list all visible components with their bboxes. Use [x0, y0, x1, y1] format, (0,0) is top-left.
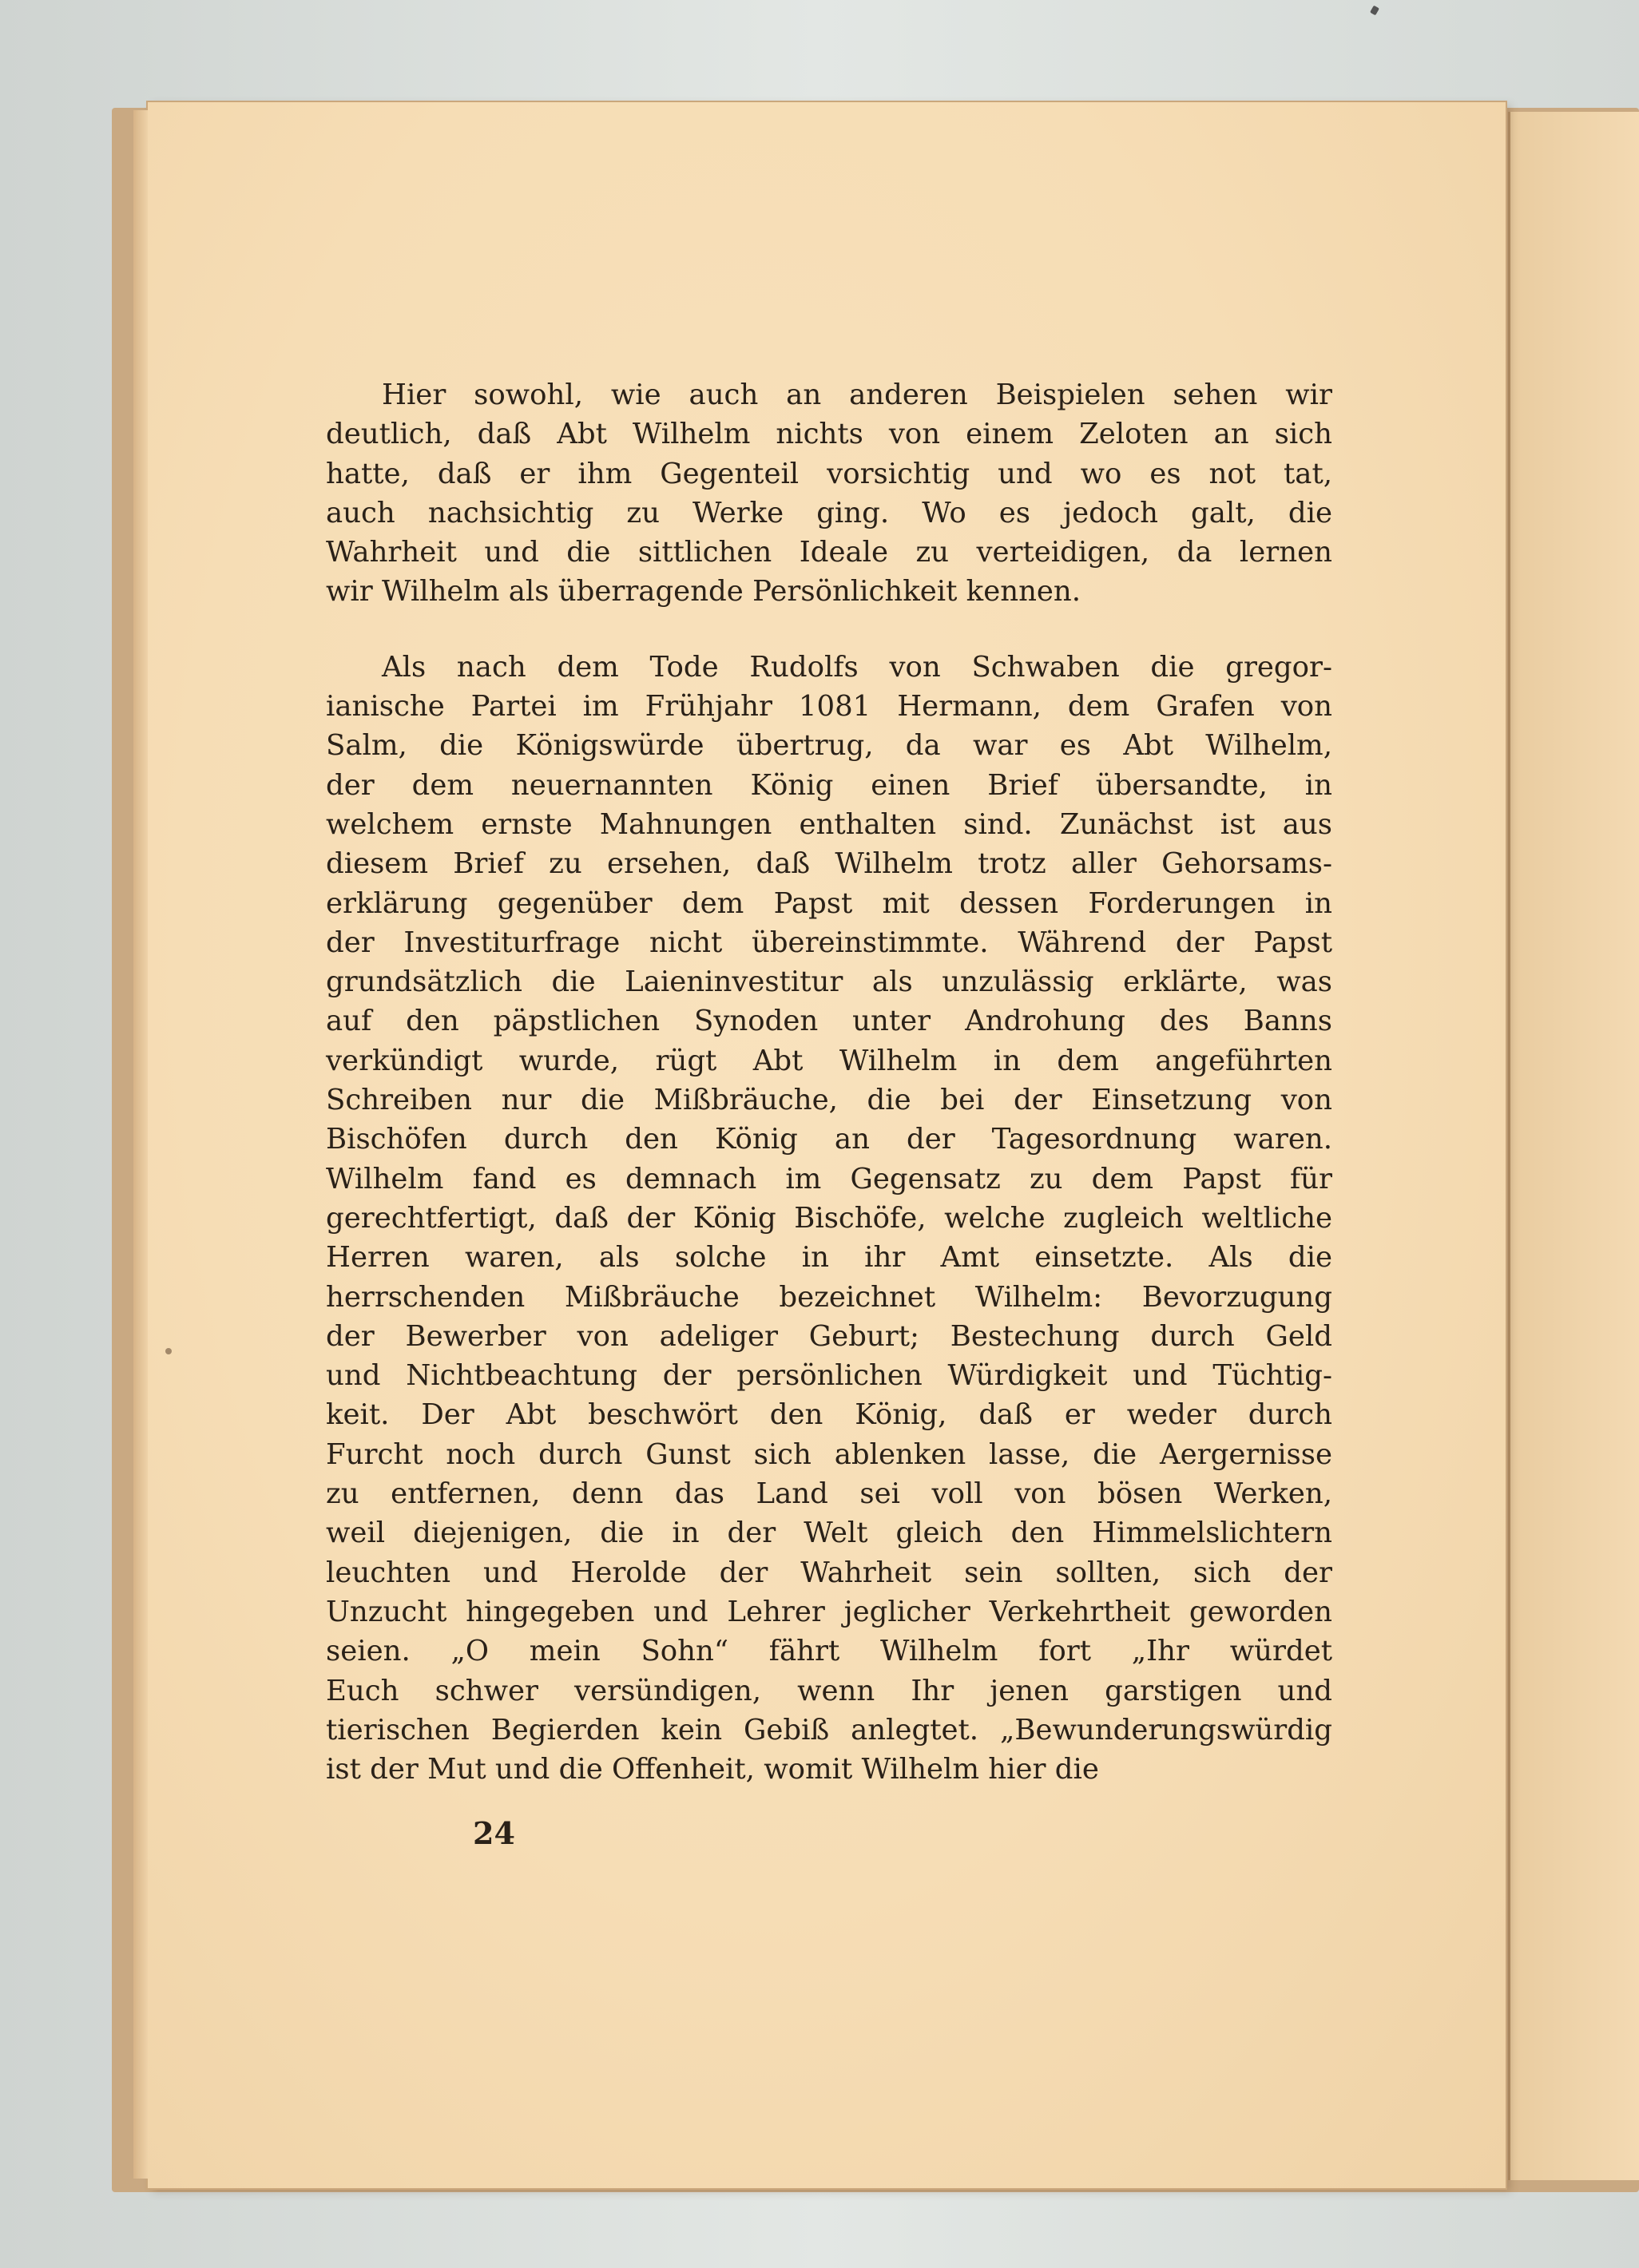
text-line: keit. Der Abt beschwört den König, daß er weder durch — [326, 1398, 1332, 1432]
text-line: der Investiturfrage nicht übereinstimmte. Während der Papst — [326, 926, 1332, 959]
body-text — [326, 375, 1332, 1789]
text-line: welchem ernste Mahnungen enthalten sind. Zunächst ist aus — [326, 807, 1332, 841]
text-line: Bischöfen durch den König an der Tagesordnung waren. — [326, 1123, 1332, 1156]
text-line: auf den päpstlichen Synoden unter Androhung des Banns — [326, 1005, 1332, 1038]
text-line: grundsätzlich die Laieninvestitur als unzulässig erklärte, was — [326, 965, 1332, 999]
text-line: Hier sowohl, wie auch an anderen Beispielen sehen wir — [382, 379, 1332, 411]
text-line: Schreiben nur die Mißbräuche, die bei der Einsetzung von — [326, 1084, 1332, 1117]
text-line: erklärung gegenüber dem Papst mit dessen Forderungen in — [326, 886, 1332, 920]
text-line: verkündigt wurde, rügt Abt Wilhelm in dem angeführten — [326, 1044, 1332, 1077]
text-line: herrschenden Mißbräuche bezeichnet Wilhelm: Bevorzugung — [326, 1280, 1332, 1314]
paragraph — [326, 375, 1332, 612]
text-line: wir Wilhelm als überragende Persönlichkeit kennen. — [326, 575, 1081, 609]
text-line: Furcht noch durch Gunst sich ablenken lasse, die Aergernisse — [326, 1437, 1332, 1471]
text-line: ist der Mut und die Offenheit, womit Wilhelm hier die — [326, 1753, 1099, 1786]
text-line: hatte, daß er ihm Gegenteil vorsichtig und wo es not tat, — [326, 457, 1332, 490]
text-line: der dem neuernannten König einen Brief übersandte, in — [326, 768, 1332, 802]
text-line: der Bewerber von adeliger Geburt; Bestechung durch Geld — [326, 1319, 1332, 1353]
text-line: Salm, die Königswürde übertrug, da war es Abt Wilhelm, — [326, 729, 1332, 763]
text-line: Unzucht hingegeben und Lehrer jeglicher Verkehrtheit geworden — [326, 1595, 1332, 1628]
text-line: gerechtfertigt, daß der König Bischöfe, welche zugleich weltliche — [326, 1201, 1332, 1235]
text-line: Als nach dem Tode Rudolfs von Schwaben die gregor- — [382, 650, 1332, 684]
facing-page-edge — [1508, 112, 1639, 2180]
text-line: leuchten und Herolde der Wahrheit sein sollten, sich der — [326, 1556, 1332, 1589]
text-line: weil diejenigen, die in der Welt gleich den Himmelslichtern — [326, 1517, 1332, 1550]
text-line: tierischen Begierden kein Gebiß anlegtet. „Bewunderungswürdig — [326, 1713, 1332, 1747]
text-line: zu entfernen, denn das Land sei voll von bösen Werken, — [326, 1477, 1332, 1511]
text-line: Herren waren, als solche in ihr Amt einsetzte. Als die — [326, 1241, 1332, 1275]
text-line: deutlich, daß Abt Wilhelm nichts von einem Zeloten an sich — [326, 418, 1332, 451]
paragraph — [326, 648, 1332, 1790]
text-line: diesem Brief zu ersehen, daß Wilhelm trotz aller Gehorsams- — [326, 847, 1332, 881]
paper-speck — [165, 1348, 172, 1354]
text-line: Wilhelm fand es demnach im Gegensatz zu dem Papst für — [326, 1162, 1332, 1195]
text-line: und Nichtbeachtung der persönlichen Würdigkeit und Tüchtig- — [326, 1359, 1332, 1393]
text-line: auch nachsichtig zu Werke ging. Wo es jedoch galt, die — [326, 496, 1332, 529]
text-line: seien. „O mein Sohn“ fährt Wilhelm fort „Ihr würdet — [326, 1635, 1332, 1668]
page-number: 24 — [473, 1815, 515, 1851]
text-line: ianische Partei im Frühjahr 1081 Hermann, dem Grafen von — [326, 690, 1332, 724]
text-line: Euch schwer versündigen, wenn Ihr jenen garstigen und — [326, 1674, 1332, 1707]
text-line: Wahrheit und die sittlichen Ideale zu verteidigen, da lernen — [326, 536, 1332, 569]
